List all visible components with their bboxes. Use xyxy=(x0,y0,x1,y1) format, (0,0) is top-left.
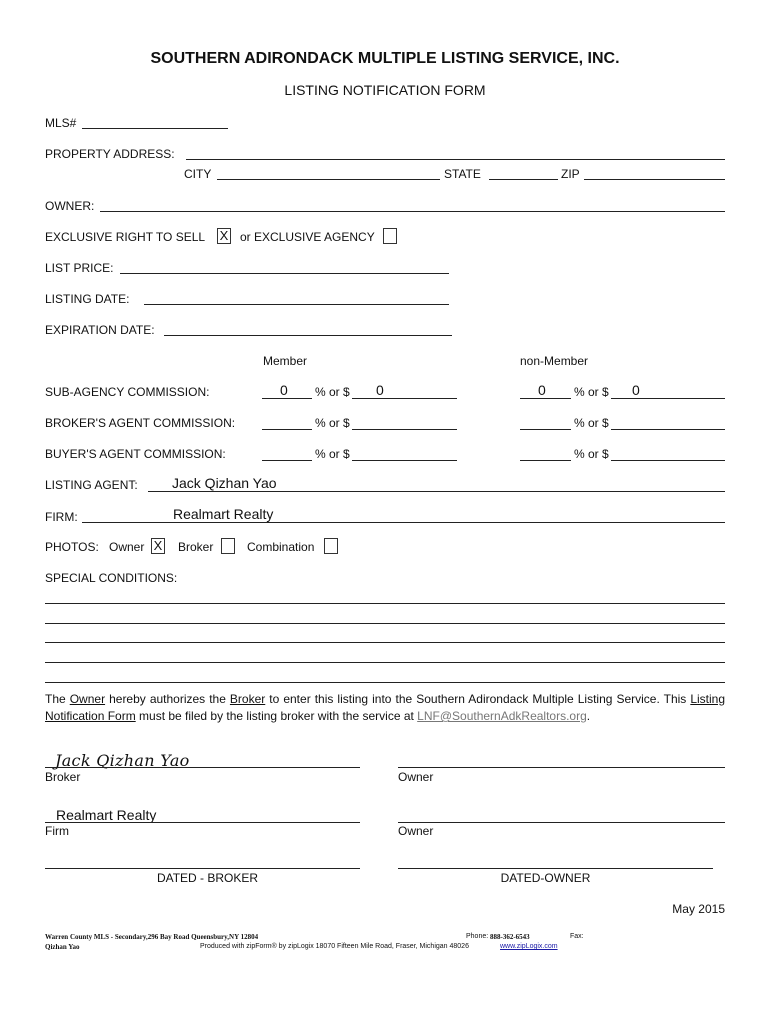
owner-field[interactable] xyxy=(100,211,725,212)
exclusive-right-label: EXCLUSIVE RIGHT TO SELL xyxy=(45,230,206,244)
non-member-pct-field[interactable] xyxy=(520,460,571,461)
list-price-field[interactable] xyxy=(120,273,449,274)
member-pct-or-label: % or $ xyxy=(315,416,350,430)
member-pct-field[interactable] xyxy=(262,460,312,461)
authorization-paragraph xyxy=(45,691,725,725)
non-member-pct-or-label: % or $ xyxy=(574,416,609,430)
property-address-field[interactable] xyxy=(186,159,725,160)
non-member-pct-field[interactable] xyxy=(520,398,571,399)
listing-agent-label: LISTING AGENT: xyxy=(45,478,138,492)
photos-owner-label: Owner xyxy=(109,540,145,554)
footer-produced-by: Produced with zipForm® by zipLogix 18070 Fifteen Mile Road, Fraser, Michigan 48026 xyxy=(200,943,469,950)
footer-office: Warren County MLS - Secondary,296 Bay Road Queensbury,NY 12804 xyxy=(45,933,259,941)
non-member-header: non-Member xyxy=(520,354,589,368)
member-amt-field[interactable] xyxy=(352,398,457,399)
non-member-pct-value: 0 xyxy=(538,382,546,398)
exclusive-agency-checkbox[interactable] xyxy=(383,228,397,244)
footer-fax-label: Fax: xyxy=(570,933,584,940)
member-pct-field[interactable] xyxy=(262,429,312,430)
city-field[interactable] xyxy=(217,179,440,180)
dated-owner-label: DATED-OWNER xyxy=(500,871,591,885)
mls-field[interactable] xyxy=(82,128,228,129)
special-conditions-line[interactable] xyxy=(45,642,725,643)
photos-broker-checkbox[interactable] xyxy=(221,538,235,554)
member-pct-or-label: % or $ xyxy=(315,385,350,399)
photos-owner-checkbox[interactable]: X xyxy=(151,538,165,554)
firm-signature-value: Realmart Realty xyxy=(56,807,157,823)
photos-combination-label: Combination xyxy=(247,540,315,554)
auth-owner-term: Owner xyxy=(69,692,106,706)
auth-text: . xyxy=(586,709,591,723)
member-pct-field[interactable] xyxy=(262,398,312,399)
firm-value: Realmart Realty xyxy=(173,506,274,522)
special-conditions-line[interactable] xyxy=(45,682,725,683)
special-conditions-line[interactable] xyxy=(45,662,725,663)
state-field[interactable] xyxy=(489,179,558,180)
non-member-amt-field[interactable] xyxy=(611,398,725,399)
broker-signature-label: Broker xyxy=(45,770,81,784)
form-subtitle: LISTING NOTIFICATION FORM xyxy=(284,82,486,98)
photos-broker-label: Broker xyxy=(178,540,214,554)
listing-agent-field[interactable] xyxy=(148,491,725,492)
special-conditions-label: SPECIAL CONDITIONS: xyxy=(45,571,178,585)
special-conditions-line[interactable] xyxy=(45,623,725,624)
non-member-amt-field[interactable] xyxy=(611,429,725,430)
non-member-amt-field[interactable] xyxy=(611,460,725,461)
auth-email-link[interactable]: LNF@SouthernAdkRealtors.org xyxy=(417,709,587,723)
commission-row-label: BUYER'S AGENT COMMISSION: xyxy=(45,447,226,461)
auth-text: must be filed by the listing broker with the service at xyxy=(135,709,418,723)
firm-field[interactable] xyxy=(82,522,725,523)
owner-signature-label: Owner xyxy=(398,770,434,784)
list-price-label: LIST PRICE: xyxy=(45,261,114,275)
member-amt-field[interactable] xyxy=(352,460,457,461)
footer-phone-label: Phone: xyxy=(466,933,489,940)
commission-row-label: BROKER'S AGENT COMMISSION: xyxy=(45,416,236,430)
special-conditions-line[interactable] xyxy=(45,603,725,604)
member-pct-or-label: % or $ xyxy=(315,447,350,461)
auth-text: The xyxy=(45,692,70,706)
non-member-pct-field[interactable] xyxy=(520,429,571,430)
footer-phone: 888-362-6543 xyxy=(490,933,530,941)
auth-form-name: Listing Notification Form xyxy=(45,692,726,723)
commission-row-label: SUB-AGENCY COMMISSION: xyxy=(45,385,210,399)
auth-text: hereby authorizes the xyxy=(105,692,230,706)
footer-agent-name: Qizhan Yao xyxy=(45,943,80,951)
owner-signature-line[interactable] xyxy=(398,767,725,768)
member-amt-value: 0 xyxy=(376,382,384,398)
auth-broker-term: Broker xyxy=(229,692,266,706)
property-address-label: PROPERTY ADDRESS: xyxy=(45,147,175,161)
dated-broker-label: DATED - BROKER xyxy=(156,871,259,885)
broker-signature-line[interactable] xyxy=(45,767,360,768)
member-header: Member xyxy=(263,354,308,368)
non-member-pct-or-label: % or $ xyxy=(574,447,609,461)
zip-field[interactable] xyxy=(584,179,725,180)
expiration-date-field[interactable] xyxy=(164,335,452,336)
listing-date-label: LISTING DATE: xyxy=(45,292,130,306)
member-pct-value: 0 xyxy=(280,382,288,398)
listing-agent-value: Jack Qizhan Yao xyxy=(172,475,277,491)
expiration-date-label: EXPIRATION DATE: xyxy=(45,323,155,337)
listing-date-field[interactable] xyxy=(144,304,449,305)
photos-combination-checkbox[interactable] xyxy=(324,538,338,554)
firm-signature-label: Firm xyxy=(45,824,69,838)
footer-website-link[interactable]: www.zipLogix.com xyxy=(500,943,558,950)
firm-signature-line[interactable] xyxy=(45,822,360,823)
owner2-signature-label: Owner xyxy=(398,824,434,838)
zip-label: ZIP xyxy=(561,167,580,181)
broker-signature: Jack Qizhan Yao xyxy=(55,751,190,770)
revision-date: May 2015 xyxy=(672,902,725,916)
form-title: SOUTHERN ADIRONDACK MULTIPLE LISTING SERVICE, INC. xyxy=(150,50,620,67)
owner2-signature-line[interactable] xyxy=(398,822,725,823)
exclusive-agency-label: or EXCLUSIVE AGENCY xyxy=(240,230,375,244)
dated-broker-line[interactable] xyxy=(45,868,360,869)
member-amt-field[interactable] xyxy=(352,429,457,430)
non-member-amt-value: 0 xyxy=(632,382,640,398)
city-label: CITY xyxy=(184,167,212,181)
owner-label: OWNER: xyxy=(45,199,95,213)
photos-label: PHOTOS: xyxy=(45,540,99,554)
non-member-pct-or-label: % or $ xyxy=(574,385,609,399)
mls-label: MLS# xyxy=(45,116,77,130)
dated-owner-line[interactable] xyxy=(398,868,713,869)
exclusive-right-checkbox[interactable]: X xyxy=(217,228,231,244)
firm-label: FIRM: xyxy=(45,510,78,524)
auth-text: to enter this listing into the Southern Adirondack Multiple Listing Service. This xyxy=(265,692,691,706)
state-label: STATE xyxy=(444,167,481,181)
